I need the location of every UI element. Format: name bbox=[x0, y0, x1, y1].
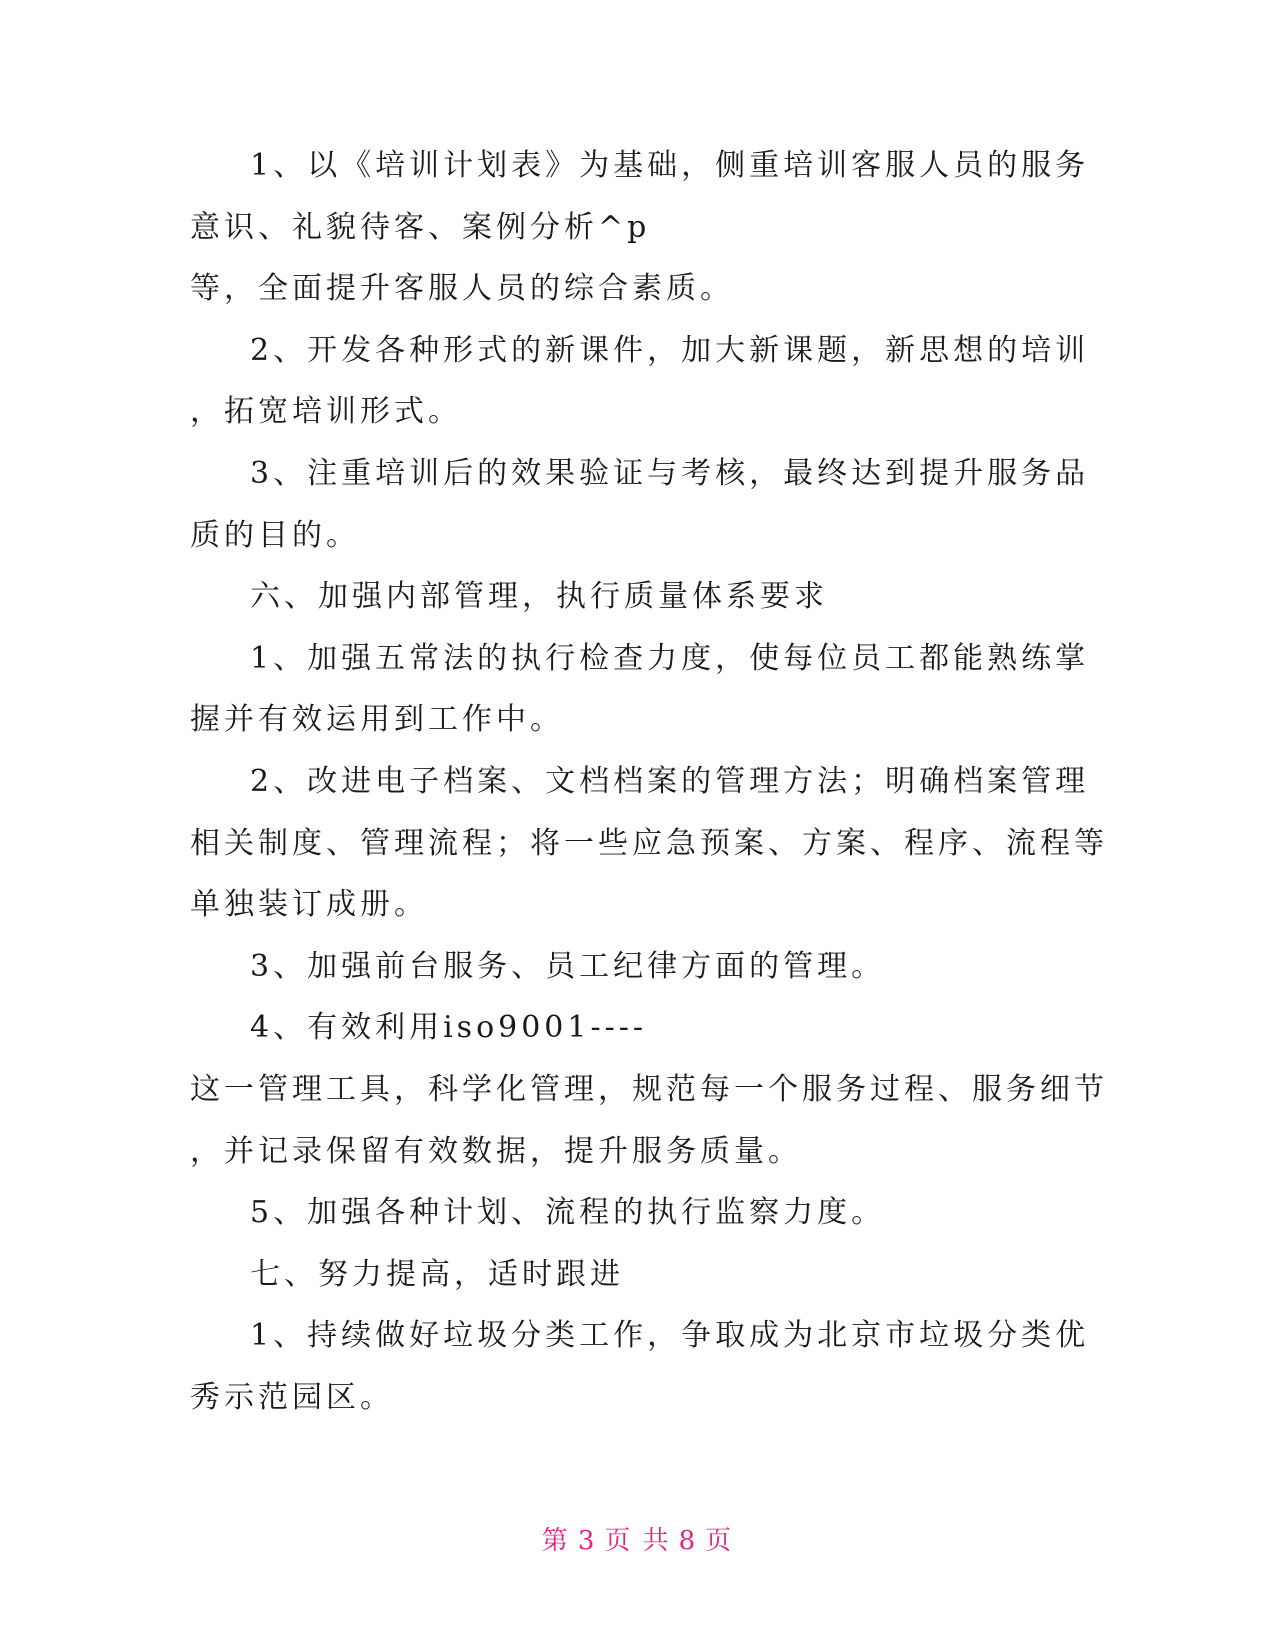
paragraph-line: 意识、礼貌待客、案例分析^p bbox=[190, 210, 651, 245]
paragraph-line: 1、以《培训计划表》为基础，侧重培训客服人员的服务 bbox=[250, 148, 1090, 183]
paragraph-line: 质的目的。 bbox=[190, 518, 360, 553]
footer-middle: 页 共 bbox=[604, 1526, 671, 1556]
paragraph-line: 3、加强前台服务、员工纪律方面的管理。 bbox=[250, 949, 886, 984]
current-page-number: 3 bbox=[577, 1526, 597, 1556]
section-heading: 七、努力提高，适时跟进 bbox=[250, 1257, 624, 1292]
paragraph-line: ，拓宽培训形式。 bbox=[190, 394, 462, 429]
page-number-footer bbox=[0, 1525, 1275, 1557]
paragraph-line: 5、加强各种计划、流程的执行监察力度。 bbox=[250, 1195, 886, 1230]
paragraph-line: 2、开发各种形式的新课件，加大新课题，新思想的培训 bbox=[250, 333, 1090, 368]
paragraph-line: 1、持续做好垃圾分类工作，争取成为北京市垃圾分类优 bbox=[250, 1318, 1090, 1353]
paragraph-line: ，并记录保留有效数据，提升服务质量。 bbox=[190, 1134, 802, 1169]
footer-prefix: 第 bbox=[541, 1526, 570, 1556]
paragraph-line: 单独装订成册。 bbox=[190, 887, 428, 922]
paragraph-line: 1、加强五常法的执行检查力度，使每位员工都能熟练掌 bbox=[250, 641, 1090, 676]
paragraph-line: 3、注重培训后的效果验证与考核，最终达到提升服务品 bbox=[250, 456, 1090, 491]
section-heading: 六、加强内部管理，执行质量体系要求 bbox=[250, 579, 828, 614]
paragraph-line: 相关制度、管理流程；将一些应急预案、方案、程序、流程等 bbox=[190, 826, 1108, 861]
paragraph-line: 秀示范园区。 bbox=[190, 1380, 394, 1415]
footer-suffix: 页 bbox=[705, 1526, 734, 1556]
paragraph-line: 4、有效利用iso9001---- bbox=[250, 1010, 648, 1045]
total-pages-number: 8 bbox=[678, 1526, 698, 1556]
paragraph-line: 等，全面提升客服人员的综合素质。 bbox=[190, 271, 734, 306]
paragraph-line: 这一管理工具，科学化管理，规范每一个服务过程、服务细节 bbox=[190, 1072, 1108, 1107]
paragraph-line: 握并有效运用到工作中。 bbox=[190, 702, 564, 737]
paragraph-line: 2、改进电子档案、文档档案的管理方法；明确档案管理 bbox=[250, 764, 1090, 799]
